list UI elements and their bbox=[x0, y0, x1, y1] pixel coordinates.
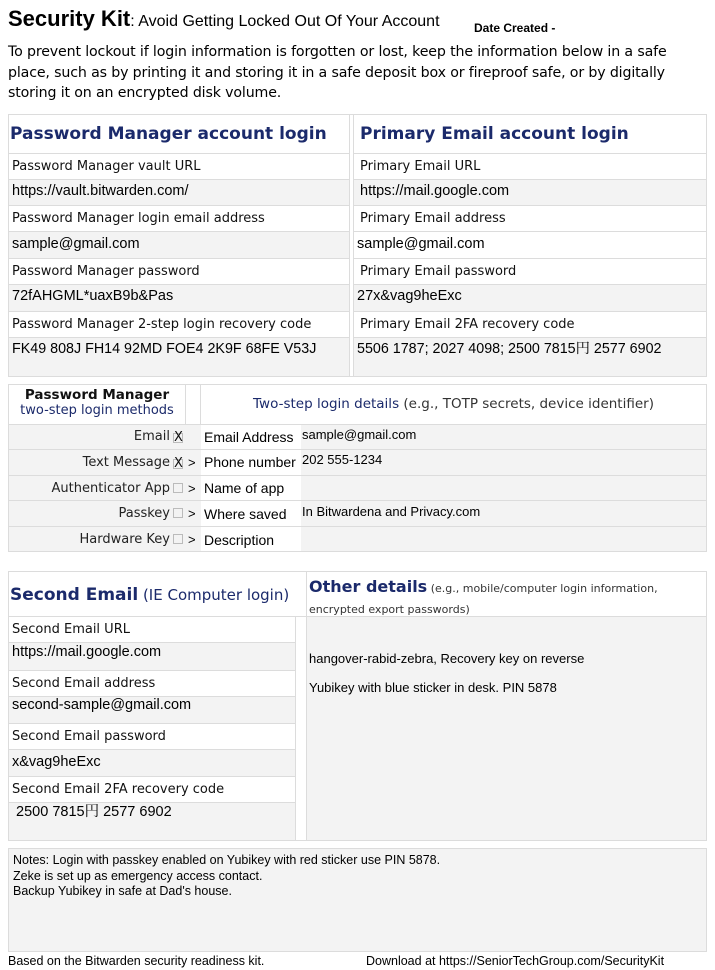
field-label: Primary Email password bbox=[354, 258, 706, 284]
two-step-row bbox=[9, 475, 706, 500]
method-text-message[interactable] bbox=[9, 455, 183, 470]
detail-label: Description bbox=[201, 527, 301, 551]
notes-box[interactable] bbox=[8, 848, 707, 952]
other-details-body[interactable] bbox=[307, 617, 706, 840]
field-label: Second Email password bbox=[9, 723, 295, 749]
field-label: Second Email URL bbox=[9, 617, 295, 642]
field-label: Primary Email URL bbox=[354, 153, 706, 179]
checkbox-checked-icon[interactable]: X bbox=[174, 456, 183, 471]
field-label: Primary Email 2FA recovery code bbox=[354, 311, 706, 337]
details-heading bbox=[201, 396, 706, 412]
method-label: Email bbox=[133, 429, 170, 444]
field-value[interactable]: 72fAHGML*uaxB9b&Pas bbox=[9, 284, 349, 311]
method-hardware-key[interactable] bbox=[9, 532, 183, 547]
two-step-row bbox=[9, 526, 706, 551]
details-heading-blue: Two-step login details bbox=[253, 396, 400, 412]
two-step-row bbox=[9, 500, 706, 526]
detail-value[interactable]: In Bitwardena and Privacy.com bbox=[302, 504, 481, 519]
column-divider bbox=[295, 616, 296, 841]
checkbox-unchecked-icon[interactable] bbox=[173, 534, 183, 544]
checkbox-unchecked-icon[interactable] bbox=[173, 508, 183, 518]
intro-text: To prevent lockout if login information is forgotten or lost, keep the information below in a safe place, such as by printing it and storing it in a safe deposit box or fireproof safe, or by digitally storing it on an encrypted disk volume. bbox=[8, 44, 667, 101]
row-arrow: > bbox=[188, 455, 196, 470]
row-arrow: > bbox=[188, 532, 196, 547]
field-value[interactable]: second-sample@gmail.com bbox=[9, 696, 295, 723]
other-details-heading-sub: (e.g., mobile/computer login information, encrypted export passwords) bbox=[309, 582, 658, 616]
page-title bbox=[8, 6, 440, 32]
two-step-row bbox=[9, 449, 706, 475]
row-arrow: > bbox=[188, 506, 196, 521]
method-label: Text Message bbox=[82, 455, 170, 470]
title-bold: Security Kit bbox=[8, 6, 131, 31]
detail-value[interactable]: 202 555-1234 bbox=[302, 452, 383, 467]
methods-heading-sub: two-step login methods bbox=[20, 403, 174, 418]
field-label: Password Manager vault URL bbox=[9, 153, 349, 179]
field-value[interactable]: 2500 7815円 2577 6902 bbox=[9, 802, 295, 840]
other-details-line: hangover-rabid-zebra, Recovery key on reverse bbox=[309, 651, 585, 666]
method-label: Passkey bbox=[118, 506, 170, 521]
footer-download-link[interactable]: Download at https://SeniorTechGroup.com/SecurityKit bbox=[366, 954, 665, 968]
second-email-heading bbox=[10, 585, 289, 605]
method-label: Authenticator App bbox=[51, 481, 170, 496]
second-email-heading-sub: (IE Computer login) bbox=[138, 586, 290, 604]
other-details-heading-bold: Other details bbox=[309, 577, 428, 596]
detail-label: Email Address bbox=[201, 425, 301, 449]
detail-label: Name of app bbox=[201, 476, 301, 500]
field-label: Password Manager 2-step login recovery code bbox=[9, 311, 349, 337]
field-label: Second Email 2FA recovery code bbox=[9, 776, 295, 802]
row-arrow: > bbox=[188, 481, 196, 496]
detail-label: Phone number bbox=[201, 450, 301, 475]
methods-heading bbox=[9, 387, 185, 418]
field-value[interactable]: sample@gmail.com bbox=[354, 231, 706, 258]
column-divider bbox=[349, 114, 350, 377]
method-authenticator-app[interactable] bbox=[9, 481, 183, 496]
methods-heading-bold: Password Manager bbox=[24, 387, 170, 403]
detail-value[interactable]: sample@gmail.com bbox=[302, 427, 417, 442]
field-value[interactable]: FK49 808J FH14 92MD FOE4 2K9F 68FE V53J bbox=[9, 337, 349, 376]
field-value[interactable]: sample@gmail.com bbox=[9, 231, 349, 258]
other-details-heading bbox=[309, 577, 705, 619]
password-manager-heading: Password Manager account login bbox=[10, 124, 327, 144]
date-created-label: Date Created - bbox=[474, 21, 556, 35]
field-value[interactable]: 5506 1787; 2027 4098; 2500 7815円 2577 6902 bbox=[354, 337, 706, 376]
method-label: Hardware Key bbox=[79, 532, 170, 547]
notes-line: Zeke is set up as emergency access contact. bbox=[13, 868, 263, 883]
field-value[interactable]: 27x&vag9heExc bbox=[354, 284, 706, 311]
method-passkey[interactable] bbox=[9, 506, 183, 521]
notes-line: Notes: Login with passkey enabled on Yubikey with red sticker use PIN 5878. bbox=[13, 853, 441, 867]
field-label: Password Manager password bbox=[9, 258, 349, 284]
field-label: Second Email address bbox=[9, 670, 295, 696]
field-value[interactable]: https://mail.google.com bbox=[9, 642, 295, 670]
field-value[interactable]: https://vault.bitwarden.com/ bbox=[9, 179, 349, 205]
field-label: Password Manager login email address bbox=[9, 205, 349, 231]
title-subtitle: : Avoid Getting Locked Out Of Your Account bbox=[130, 13, 440, 30]
notes-line: Backup Yubikey in safe at Dad's house. bbox=[13, 884, 232, 898]
primary-email-heading: Primary Email account login bbox=[360, 124, 629, 144]
two-step-row bbox=[9, 424, 706, 449]
field-value[interactable]: x&vag9heExc bbox=[9, 749, 295, 776]
method-email[interactable] bbox=[9, 429, 183, 444]
other-details-line: Yubikey with blue sticker in desk. PIN 5878 bbox=[309, 680, 557, 695]
field-value[interactable]: https://mail.google.com bbox=[354, 179, 706, 205]
checkbox-checked-icon[interactable]: X bbox=[174, 430, 183, 445]
footer-attribution: Based on the Bitwarden security readiness kit. bbox=[8, 954, 265, 968]
field-label: Primary Email address bbox=[354, 205, 706, 231]
details-heading-rest: (e.g., TOTP secrets, device identifier) bbox=[399, 396, 654, 412]
checkbox-unchecked-icon[interactable] bbox=[173, 483, 183, 493]
second-email-heading-bold: Second Email bbox=[10, 585, 139, 605]
detail-label: Where saved bbox=[201, 501, 301, 526]
